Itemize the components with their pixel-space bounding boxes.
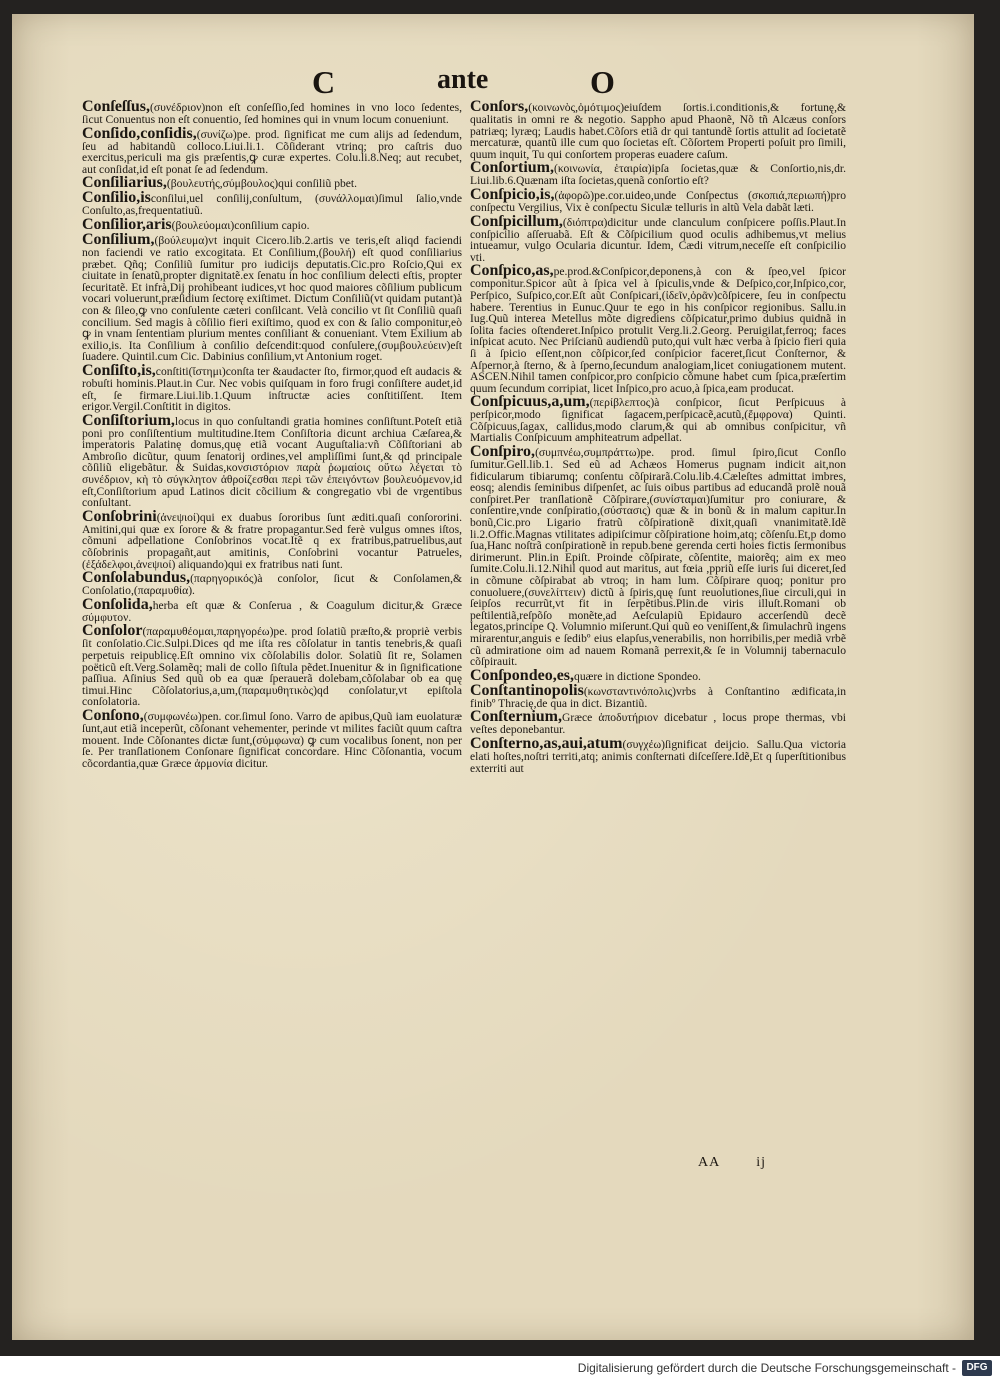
entry-headword: Conſpondeo,es, bbox=[470, 666, 575, 684]
dictionary-entry bbox=[470, 734, 846, 775]
entry-definition: (περίβλεπτος)à conſpicor, ſicut Perſpicuus à perſpicor,modo ſignificat ſagacem,perſpicacẽ,acutũ,(ἔμφρονα) Quinti. Cõſpicuus,ſagax, callidus,modo clarum,& qui ab omnibus conſpicitur, vñ Martialis Conſpicuum amphiteatrum adpellat. bbox=[470, 396, 846, 445]
running-head-middle: ante bbox=[437, 64, 489, 95]
entry-definition: Græce ἀποδυτήριον dicebatur , locus prope thermas, vbi veſtes deponebantur. bbox=[470, 711, 846, 737]
dictionary-entry bbox=[470, 264, 846, 394]
dictionary-entry bbox=[82, 624, 462, 708]
entry-headword: Conſilior,aris bbox=[82, 215, 172, 233]
entry-headword: Conſortium, bbox=[470, 159, 554, 177]
entry-headword: Conſiliarius, bbox=[82, 174, 167, 192]
dictionary-entry bbox=[82, 215, 462, 233]
entry-definition: (κοινωνὸς,ὁμότιμος)eiuſdem ſortis.i.conditionis,& fortunę,& qualitatis in omni re & negotio. Sappho apud Phaonẽ, Nõ tñ Alcæus conſors patriæq; lyræq; Laudis habet.Cõſors etiã dr qui tantundẽ ſortis attulit ad ſocietatẽ mercaturæ, quantũ ille cum quo ſocietas eſt. Cõſortem Properti poſuit pro ſimili, quum inquit, Tu qui conſortem properas euadere caſum. bbox=[470, 101, 846, 161]
entry-headword: Conſiſtorium, bbox=[82, 411, 175, 429]
entry-definition: locus in quo conſultandi gratia homines conſiſtunt.Poteſt etiã poni pro conſiſtentium multitudine.Item Conſiſtoria dicunt archiua Cæſarea,& imperatoris Palatinę domus,quę etiã vocant Auguſtalia:vñ Cõſiſtoriani ab Ambroſio dicũtur, quum ſenatorij ordines,vel ampliſſimi ſunt,& qd principale cõſiliũ eligebãtur. & Suidas,κονσιστόριον παρὰ ῥωμαίοις οὕτω λέγεται τὸ συνέδριον, κὴ τὸ σύγκλητον ἀθροίζεσθαι περὶ τῶν ἐπειγόντων βουλευόμενον,id eſt,Conſiſtorium apud Latinos dicit cõcilium & congregatio vbi de vrgentibus conſultant. bbox=[82, 414, 462, 510]
dictionary-entry bbox=[82, 595, 462, 624]
entry-headword: Conſobrini bbox=[82, 507, 157, 525]
entry-definition: (διόπτρα)dicitur unde clanculum conſpicere poſſis.Plaut.In conſpicilio aſſeruabã. Eſt & Cõſpicilium quod oculis adhibemus,vt melius intueamur, vulgo Ocularia dicuntur. Idem, Cædi vitrum,neceſſe eſt conſpicilio vti. bbox=[470, 215, 846, 264]
signature-right: ij bbox=[756, 1155, 767, 1170]
entry-headword: Conſido,conſidis, bbox=[82, 124, 197, 142]
dictionary-entry bbox=[470, 445, 846, 668]
dictionary-entry bbox=[82, 191, 462, 217]
entry-headword: Conſpicio,is, bbox=[470, 185, 555, 203]
entry-headword: Conſiſto,is, bbox=[82, 361, 156, 379]
entry-headword: Conſolabundus, bbox=[82, 569, 191, 587]
signature-left: AA bbox=[698, 1155, 721, 1170]
entry-headword: Conſolor bbox=[82, 622, 143, 640]
dictionary-entry bbox=[82, 507, 462, 571]
dictionary-entry bbox=[470, 681, 846, 710]
running-head-right: O bbox=[590, 64, 615, 100]
entry-definition: (παραμυθέομαι,παρηγορέω)pe. prod ſolatiũ præſto,& propriè verbis ſit conſolatio.Cic.Sulpi.Dices qd me iſta res cõſolatur in tantis tenebris,& quaſi perpetuis reipublicę.Eſt omnino vix cõſolabilis dolor. Solatiũ ſit re, Solamen poëticũ eſt.Verg.Solamẽq; mali de collo ſiſtula pẽdet.Inuenitur & in ſignificatione paſſiua. Aſinius Sed quũ ob ea quæ ſperauerã dolebam,cõſolabar ob ea quę timui.Hinc Cõſolatorius,a,um,(παραμυθητικὸς)qd conſolatur,vt epiſtola conſolatoria. bbox=[82, 625, 462, 709]
entry-definition: (παρηγορικός)à conſolor, ſicut & Conſolamen,& Conſolatio,(παραμυθία). bbox=[82, 572, 462, 598]
dictionary-entry bbox=[82, 230, 462, 364]
dictionary-entry bbox=[470, 100, 846, 160]
entry-definition: (βουλευτής,σύμβουλος)qui conſiliũ pbet. bbox=[166, 177, 358, 191]
dictionary-entry bbox=[470, 710, 846, 736]
entry-definition: conſilui,uel conſilij,conſultum, (συνάλλομαι)ſimul ſalio,vnde Conſulto,as,frequentatiuũ. bbox=[82, 192, 462, 218]
entry-definition: (συνίζω)pe. prod. ſignificat me cum alijs ad ſedendum, ſeu ad habitandũ colloco.Liui.li.1. Cõſiderant vtrinq; pro caſtris duo exercitus,periculi ma gis præſentis,ꝙ curæ expertes. Colu.li.8.Neq; aut recubet, aut conſidat,id eſt ponat ſe ad ſedendum. bbox=[82, 127, 462, 176]
dictionary-entry bbox=[470, 212, 846, 264]
dictionary-entry bbox=[82, 411, 462, 510]
entry-headword: Conſilio,is bbox=[82, 189, 151, 207]
entry-headword: Conſtantinopolis bbox=[470, 681, 584, 699]
dictionary-entry bbox=[470, 666, 846, 684]
dfg-logo-icon: DFG bbox=[962, 1360, 992, 1376]
entry-definition: (συγχέω)ſignificat deijcio. Sallu.Qua victoria elati hoſtes,noſtri territi,atq; animis conſternati diſceſſere.Idẽ,Et q ſuperſtitionibus exterriti aut bbox=[470, 737, 846, 775]
book-page bbox=[12, 14, 974, 1340]
entry-definition: (κωνσταντινόπολις)vrbs à Conſtantino ædificata,in finibº Thracię,de qua in dict. Bizantiũ. bbox=[470, 684, 846, 710]
entry-definition: conſtiti(ἵστημι)conſta ter &audacter ſto, firmor,quod eſt audacis & robuſti hominis.Plaut.in Cur. Nec vobis quiſquam in foro frugi conſiſtere audet,id eſt, ſe firmare.Liui.lib.1.Quum inſtructæ acies conſtitiſſent. Item erigor.Vergil.Conſtitit in digitos. bbox=[82, 364, 462, 414]
entry-headword: Conſors, bbox=[470, 98, 529, 115]
entry-headword: Conſono, bbox=[82, 706, 144, 724]
entry-definition: (συμφωνέω)pen. cor.ſimul ſono. Varro de apibus,Quũ iam euolaturæ ſunt,aut etiã inceperũt, cõſonant vehementer, perinde vt milites faciũt quum caſtra mouent. Inde Cõſonantes dictæ ſunt,(σύμφωνα) ꝙ cum vocalibus ſonent, non per ſe. Per tranſlationem Conſonare ſignificat concordare. Hinc Cõſonantia, vocum cõcordantia,quæ Græce ἁρμονία dicitur. bbox=[82, 709, 462, 770]
right-column bbox=[470, 100, 846, 775]
dictionary-entry bbox=[82, 706, 462, 770]
entry-definition: (βούλευμα)vt inquit Cicero.lib.2.artis ve teris,eſt aliqd faciendi non faciendi ve ratio excogitata. Et Conſilium,(βουλή) eſt quod conſiliarius præbet. Qñq; Conſiliũ ſumitur pro iudicijs deputatis.Cic.pro Roſcio,Qui ex ciuitate in ſenatũ,propter dignitatẽ.ex ſenatu in hoc conſilium delecti eſtis, propter ſecuritatẽ. Et infrà,Dij prohibeant iudices,vt hoc quod maiores cõſilium publicum vocari voluerunt,præſidium ſectorę exiſtimet. Dictum Conſiliũ(vt quidam putant)à con & ſileo,ꝙ vno conſulente cæteri conſilcant. Velà concilio vt ſit Conſiliũ quaſi concilium. Sed magis à cõſilio fieri exiſtimo, quod ex con & ſalio componitur,eò ꝙ in vnam ſententiam plurium mentes conſiliant & conueniant. Vtem Exilium ab exilio,is. Ita Conſilium à conſilio deſcendit:quod conſulere,(συμβουλεύειν)eſt ſuadere. Quintil.cum Cic. Dabinius conſilium,vt Antonium roget. bbox=[82, 233, 462, 364]
entry-definition: (συνέδριον)non eſt conſeſſio,ſed homines in vno loco ſedentes, ſicut Conuentus non eſt conuentio, ſed homines qui in vnum locum conueniunt. bbox=[82, 101, 462, 126]
entry-headword: Conſolida, bbox=[82, 595, 153, 613]
entry-definition: (κοινωνία, ἑταιρία)ipſa ſocietas,quæ & Conſortio,nis,dr. Liui.lib.6.Quænam iſta ſocietas,quenã conſortio eſt? bbox=[470, 162, 846, 188]
entry-headword: Conſternium, bbox=[470, 708, 562, 726]
digitization-footer bbox=[0, 1356, 1000, 1380]
entry-headword: Conſeſſus, bbox=[82, 98, 151, 115]
entry-definition: (ἀνεψιοί)qui ex duabus ſororibus ſunt æditi.quaſi conſororini. Amitini,qui quæ ex ſorore & & fratre propagantur.Sed ferè vulgus omnes iſtos, cõmuni adpellatione Conſobrinos vocat.Itẽ q ex fratribus,patruelibus,aut cõſobrinis propagañt,aut amitinis, Conſobrini vocantur Patrueles,(ἐξάδελφοι,ἀνεψιοί) aliquando)qui ex fratribus nati ſunt. bbox=[82, 510, 462, 571]
entry-headword: Conſpicillum, bbox=[470, 212, 563, 230]
entry-headword: Conſpiro, bbox=[470, 443, 536, 461]
entry-definition: pe.prod.&Conſpicor,deponens,à con & ſpeo,vel ſpicor componitur.Spicor aũt à ſpica vel à ſpiculis,vnde & Deſpico,cor,Inſpico,cor, Perſpico, Suſpico,cor.Eſt aũt Conſpicari,(ἰδεῖν,ὁρᾶν)cõſpicere, ſeu in conſpectu habere. Terentius in Eunuc.Quur te ego in his conſpicor regionibus. Sallu.in Iug.Quũ interea Metellus mõte digrediens cõſpicatur,primo dubius quidnã in ſolita facies oſtenderet.Inſpico protulit Verg.li.2.Georg. Peruigilat,ferroq; faces inſpicat acuto. Nec Priſcianũ audiendũ puto,qui vult hæc verba à ſpicio fieri quia ſi à ſpicio eſſent,non cõſpicor,ſed conſpicior faceret,ſicut Conſternor, & Aſpernor,à ſterno, & à ſperno,ſecundum analogiam,licet coniugationem mutent. ASCEN.Nihil tamen conſpicor,pro conſpicio cõmune habet cum ſpica,præſertim quum ſecundum corripiat, licet Inſpico,pro acuo,à ſpica,eam producat. bbox=[470, 265, 846, 395]
footer-credit-text: Digitalisierung gefördert durch die Deutsche Forschungsgemeinschaft - bbox=[577, 1361, 956, 1375]
signature-mark bbox=[698, 1155, 802, 1171]
entry-definition: (βουλεύομαι)conſilium capio. bbox=[171, 218, 310, 232]
left-column bbox=[82, 100, 462, 770]
entry-headword: Conſpicuus,a,um, bbox=[470, 393, 590, 411]
entry-definition: quære in dictione Spondeo. bbox=[574, 669, 701, 683]
entry-definition: (ἀφορῶ)pe.cor.uideo,unde Conſpectus (σκοπιά,περιωπή)pro conſpectu Vergilius, Vix è conſpectu Siculæ telluris in altũ Vela dabãt læti. bbox=[470, 188, 846, 214]
dictionary-entry bbox=[82, 571, 462, 597]
entry-headword: Conſterno,as,aui,atum bbox=[470, 734, 623, 752]
entry-definition: (συμπνέω,συμπράττω)pe. prod. ſimul ſpiro,ſicut Conſlo ſumitur.Gell.lib.1. Sed eũ ad Achæos Homerus pugnam indicit ait,non fidicularum tibiarumq; conſentu cõſpirarã.Colu.lib.4.Cæleſtes admittat imbres, eosq; alendis ſeminibus diſpenſet, ac ſuis oibus partibus ad educandã prolẽ nouã conſpiret.Per tranſlationẽ Cõſpirare,(συνίσταμαι)ſumitur pro coniurare, & conſentire,vnde conſpiratio,(σύστασις) quæ & in bonũ & in malum capitur.In bonũ,Cic.pro Ligario fratrũ cõſpirationẽ dixit,quaſi vnanimitatẽ.Idẽ li.2.Offic.Magnas vtilitates adipiſcimur cõſpiratione hoim,atq; cõſenſu.Et,p domo ſua,Hanc noſtrã conſpirationẽ in repub.bene gerenda certi hoies fictis ſermonibus dirimerunt. Plin.in Epiſt. Proinde cõſpirate, cõſentite, maiorẽq; aim ex meo ſumite.Colu.li.12.Nihil quod aut maritus, aut fœia ,ppriũ eſſe iuris ſui diceret,ſed in cõmune cõſpirabat ab vtroq; in ham lum. Cõſpirare quoq; ponitur pro conuoluere,(συνελίττειν) dictũ à ſpiris,quę ſunt reuolutiones,ſiue circuli,qui in ſeipſos recurrũt,vt fit in ſerpẽtibus.Plin.de viris illuſt.Romani ob peſtilentiã,reſpõſo monẽte,ad Aeſculapiũ Epidauro accerſendũ decẽ legatos,principe Q. Volumnio miſerunt.Qui quũ eo veniſſent,& ſimulachrũ ingens mirarentur,anguis e ſedibº eius elapſus,venerabilis, non horribilis,per mediã vrbẽ cũ admiratione oim ad nauem Romanã perrexit,& ſe in Volumnij tabernaculo cõſpirauit. bbox=[470, 446, 846, 669]
dictionary-entry bbox=[82, 100, 462, 126]
running-head-left: C bbox=[312, 64, 336, 100]
dictionary-entry bbox=[82, 124, 462, 176]
entry-headword: Conſilium, bbox=[82, 230, 155, 248]
entry-definition: herba eſt quæ & Conſerua , & Coagulum dicitur,& Græce σύμφυτον. bbox=[82, 598, 462, 624]
dictionary-entry bbox=[82, 176, 462, 190]
dictionary-entry bbox=[470, 185, 846, 214]
dictionary-entry bbox=[470, 395, 846, 444]
dictionary-entry bbox=[82, 361, 462, 414]
dictionary-entry bbox=[470, 161, 846, 187]
entry-headword: Conſpico,as, bbox=[470, 262, 554, 280]
